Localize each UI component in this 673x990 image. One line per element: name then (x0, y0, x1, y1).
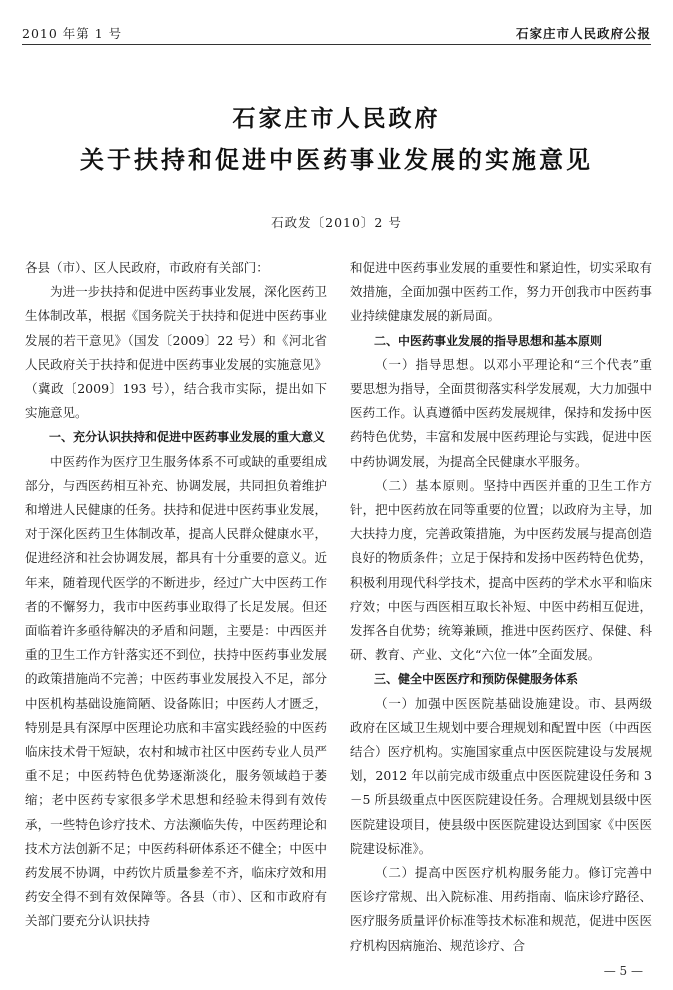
s3-p1-body: 市、县两级政府在区域卫生规划中要合理规划和配置中医（中西医结合）医疗机构。实施国家重点中医医院建设与发展规划，2012 年以前完成市级重点中医医院建设任务和 3－5 所县级重点中医医院建设任务。合理规划县级中医医院建设项目，使县级中医医院建设达到国家《中医医院建设标准》。 (350, 695, 652, 856)
s2-p2-label: （二）基本原则。 (375, 477, 484, 493)
salutation: 各县（市）、区人民政府，市政府有关部门： (25, 260, 269, 275)
section-1-heading: 一、充分认识扶持和促进中医药事业发展的重大意义 (49, 430, 326, 445)
left-column (25, 256, 327, 934)
s2-p1-label: （一）指导思想。 (375, 356, 483, 372)
section-3-para-2 (350, 861, 652, 958)
section-2-para-2 (350, 474, 652, 668)
right-column (350, 256, 652, 958)
page-header (22, 22, 651, 44)
section-3-para-1 (350, 692, 652, 861)
header-divider (22, 44, 651, 45)
section-1-body: 中医药作为医疗卫生服务体系不可或缺的重要组成部分，与西医药相互补充、协调发展，共同担负着维护和增进人民健康的任务。扶持和促进中医药事业发展，对于深化医药卫生体制改革，提高人民群众健康水平，促进经济和社会协调发展，都具有十分重要的意义。近年来，随着现代医学的不断进步，经过广大中医药工作者的不懈努力，我市中医药事业取得了长足发展。但还面临着许多亟待解决的矛盾和问题，主要是：中西医并重的卫生工作方针落实还不到位，扶持中医药事业发展的政策措施尚不完善；中医药事业发展投入不足，部分中医机构基础设施简陋、设备陈旧；中医药人才匮乏，特别是具有深厚中医理论功底和丰富实践经验的中医药临床技术骨干短缺，农村和城市社区中医药专业人员严重不足；中医药特色优势逐渐淡化，服务领域趋于萎缩；老中医药专家很多学术思想和经验未得到有效传承，一些特色诊疗技术、方法濒临失传，中医药理论和技术方法创新不足；中医药科研体系还不健全；中医中药发展不协调，中药饮片质量参差不齐，临床疗效和用药安全得不到有效保障等。各县（市）、区和市政府有关部门要充分认识扶持 (25, 453, 327, 929)
document-number: 石政发〔2010〕2 号 (271, 215, 402, 230)
section-3-heading: 三、健全中医医疗和预防保健服务体系 (374, 672, 579, 687)
s3-p2-label: （二）提高中医医疗机构服务能力。 (375, 865, 589, 881)
continuation-paragraph: 和促进中医药事业发展的重要性和紧迫性，切实采取有效措施，全面加强中医药工作，努力开创我市中医药事业持续健康发展的新局面。 (350, 260, 652, 324)
page-number: — 5 — (603, 964, 643, 978)
section-2-para-1 (350, 353, 652, 474)
title-line-1: 石家庄市人民政府 (232, 106, 441, 132)
issue-label: 2010 年第 1 号 (22, 26, 123, 41)
intro-paragraph: 为进一步扶持和促进中医药事业发展，深化医药卫生体制改革，根据《国务院关于扶持和促进中医药事业发展的若干意见》（国发〔2009〕22 号）和《河北省人民政府关于扶持和促进中医药事业发展的实施意见》（冀政〔2009〕193 号），结合我市实际，提出如下实施意见。 (25, 284, 327, 421)
s2-p1-body: 以邓小平理论和“三个代表”重要思想为指导，全面贯彻落实科学发展观，大力加强中医药工作。认真遵循中医药发展规律，保持和发扬中医药特色优势，丰富和发展中医药理论与实践，促进中医中药协调发展，为提高全民健康水平服务。 (350, 356, 652, 469)
s3-p2-body: 修订完善中医诊疗常规、出入院标准、用药指南、临床诊疗路径、医疗服务质量评价标准等技术标准和规范，促进中医医疗机构因病施治、规范诊疗、合 (350, 865, 652, 953)
section-2-heading: 二、中医药事业发展的指导思想和基本原则 (374, 333, 603, 348)
s3-p1-label: （一）加强中医医院基础设施建设。 (375, 695, 589, 711)
title-line-2: 关于扶持和促进中医药事业发展的实施意见 (80, 146, 593, 174)
s2-p2-body: 坚持中西医并重的卫生工作方针，把中医药放在同等重要的位置；以政府为主导，加大扶持力度，完善政策措施，为中医药发展与提高创造良好的物质条件；立足于保持和发扬中医药特色优势，积极利用现代科学技术，提高中医药的学术水平和临床疗效；中医与西医相互取长补短、中医中药相互促进，发挥各自优势；统筹兼顾，推进中医药医疗、保健、科研、教育、产业、文化“六位一体”全面发展。 (350, 477, 652, 663)
publication-name: 石家庄市人民政府公报 (515, 26, 651, 41)
